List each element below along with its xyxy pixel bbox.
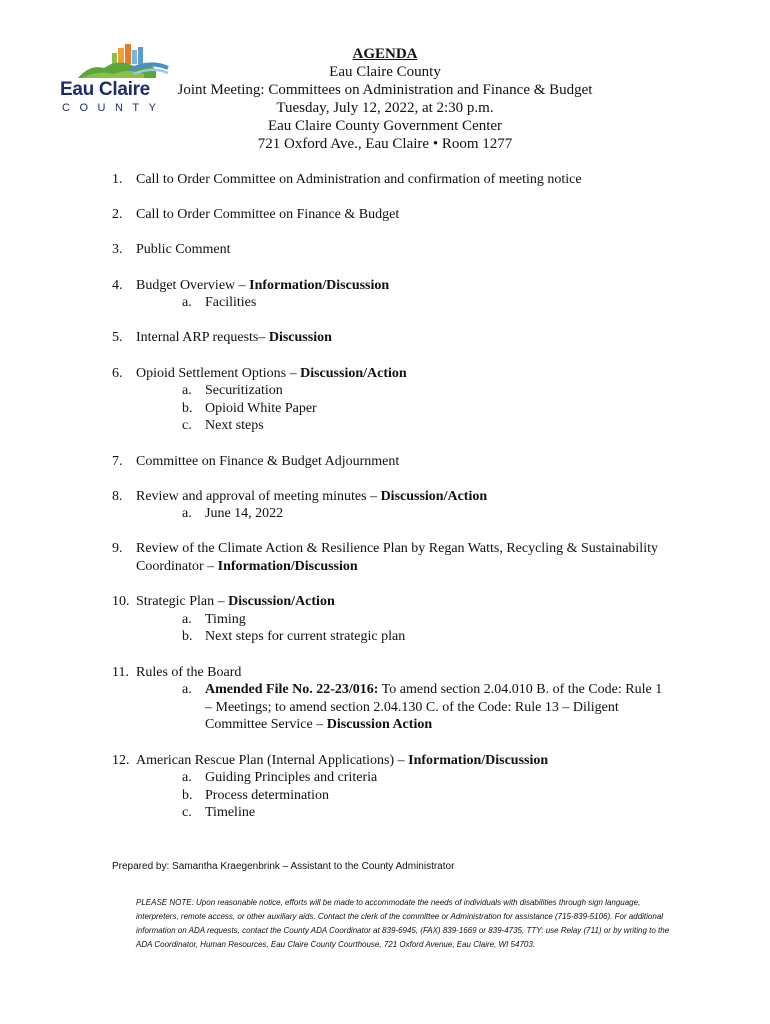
agenda-item-number: 11. xyxy=(112,664,129,680)
agenda-subitem-action: Discussion Action xyxy=(326,717,433,733)
agenda-subitem xyxy=(136,294,672,312)
agenda-subitem-letter: c. xyxy=(182,418,192,434)
agenda-subitem-text: Opioid White Paper xyxy=(205,400,317,416)
ada-note: PLEASE NOTE: Upon reasonable notice, efforts will be made to accommodate the needs of individuals with disabilities through sign language, interpreters, remote access, or other auxiliary aids. Contact the clerk of the committee or Administration for assistance (715-839-5106). For additional information on ADA requests, contact the County ADA Coordinator at 839-6945, (FAX) 839-1669 or 839-4735, TTY: use Relay (711) or by writing to the ADA Coordinator, Human Resources, Eau Claire County Courthouse, 721 Oxford Avenue, Eau Claire, WI 54703. xyxy=(136,898,670,949)
agenda-item-text xyxy=(136,752,672,770)
agenda-item xyxy=(112,329,672,347)
agenda-item-action: Discussion/Action xyxy=(228,594,335,610)
agenda-item-number: 2. xyxy=(112,207,123,223)
agenda-item-separator: – xyxy=(258,330,269,346)
agenda-subitem-text: Next steps xyxy=(205,418,264,434)
agenda-item-separator: – xyxy=(203,559,218,575)
agenda-subitem-text: Securitization xyxy=(205,383,283,399)
agenda-item-action: Discussion xyxy=(268,330,332,346)
agenda-item xyxy=(112,241,672,259)
agenda-item-separator: – xyxy=(394,752,409,768)
agenda-item-text xyxy=(136,329,672,347)
logo-name: Eau Claire xyxy=(60,79,150,100)
agenda-subitem-letter: a. xyxy=(182,506,192,522)
agenda-item-number: 3. xyxy=(112,242,123,258)
agenda-item-separator: – xyxy=(214,594,229,610)
agenda-subitem-letter: b. xyxy=(182,629,193,645)
agenda-item-title: Review and approval of meeting minutes xyxy=(136,488,367,504)
agenda-item-title: American Rescue Plan (Internal Applications) xyxy=(136,752,395,768)
agenda-subitem-letter: b. xyxy=(182,400,193,416)
agenda-subitem-text: To amend section 2.04.010 B. of the Code: Rule 1 – Meetings; to amend section 2.04.130 C. of the Code: Rule 13 – Diligent Committee Service – xyxy=(205,682,663,733)
agenda-item-title: Opioid Settlement Options xyxy=(136,365,287,381)
agenda-subitem xyxy=(136,417,672,435)
agenda-item-separator: – xyxy=(286,365,301,381)
agenda-item-text xyxy=(136,540,672,575)
agenda-list xyxy=(112,171,672,840)
agenda-item-number: 5. xyxy=(112,330,123,346)
agenda-header xyxy=(160,45,610,153)
agenda-subitem-text: Timing xyxy=(205,611,246,627)
agenda-subitem-text: Facilities xyxy=(205,295,257,311)
agenda-item-title: Committee on Finance & Budget Adjournment xyxy=(136,453,400,469)
agenda-item-title: Rules of the Board xyxy=(136,664,242,680)
agenda-item-text xyxy=(136,453,672,471)
agenda-subitem-letter: a. xyxy=(182,770,192,786)
agenda-subitem-letter: a. xyxy=(182,383,192,399)
agenda-item-title: Public Comment xyxy=(136,242,231,258)
agenda-item xyxy=(112,664,672,734)
agenda-item xyxy=(112,593,672,646)
agenda-item-text xyxy=(136,206,672,224)
agenda-item-number: 1. xyxy=(112,172,123,187)
logo-county: COUNTY xyxy=(62,102,166,114)
meeting-date: Tuesday, July 12, 2022, at 2:30 p.m. xyxy=(276,100,494,116)
agenda-subitem-text: Timeline xyxy=(205,805,256,821)
agenda-subitem xyxy=(136,681,672,734)
agenda-item-number: 12. xyxy=(112,752,130,768)
agenda-item-number: 8. xyxy=(112,488,123,504)
agenda-item-number: 6. xyxy=(112,365,123,381)
county-logo xyxy=(60,44,170,114)
agenda-subitem xyxy=(136,628,672,646)
agenda-subitem xyxy=(136,382,672,400)
meeting-address: 721 Oxford Ave., Eau Claire • Room 1277 xyxy=(257,136,513,152)
agenda-item-action: Information/Discussion xyxy=(217,559,358,575)
agenda-item-title: Call to Order Committee on Finance & Budget xyxy=(136,207,400,223)
agenda-item-text xyxy=(136,365,672,383)
agenda-item-action: Discussion/Action xyxy=(300,365,407,381)
agenda-subitem-letter: a. xyxy=(182,611,192,627)
agenda-item-separator: – xyxy=(235,277,250,293)
agenda-subitem-letter: a. xyxy=(182,682,192,698)
agenda-item-number: 9. xyxy=(112,541,123,557)
agenda-item-title: Call to Order Committee on Administration and confirmation of meeting notice xyxy=(136,172,582,187)
agenda-item xyxy=(112,488,672,523)
agenda-subitem xyxy=(136,804,672,822)
agenda-item-text xyxy=(136,593,672,611)
agenda-item-action: Information/Discussion xyxy=(249,277,390,293)
org-name: Eau Claire County xyxy=(329,64,441,80)
page-title: AGENDA xyxy=(352,46,418,62)
agenda-item-text xyxy=(136,241,672,259)
agenda-subitem-text: Next steps for current strategic plan xyxy=(205,629,406,645)
agenda-item xyxy=(112,540,672,575)
agenda-item-number: 7. xyxy=(112,453,123,469)
agenda-subitem-file-number: Amended File No. 22-23/016: xyxy=(205,682,379,698)
agenda-item-text xyxy=(136,277,672,295)
agenda-subitem-text: June 14, 2022 xyxy=(205,506,284,522)
agenda-item-text xyxy=(136,488,672,506)
agenda-item-action: Discussion/Action xyxy=(380,488,488,504)
agenda-item-title: Review of the Climate Action & Resilience Plan by Regan Watts, Recycling & Sustainability Coordinator xyxy=(136,541,658,575)
agenda-item-title: Strategic Plan xyxy=(136,594,215,610)
agenda-item-number: 10. xyxy=(112,594,130,610)
agenda-subitem xyxy=(136,611,672,629)
county-logo-icon xyxy=(78,44,170,80)
agenda-item xyxy=(112,171,672,189)
agenda-item xyxy=(112,453,672,471)
agenda-subitem-letter: b. xyxy=(182,787,193,803)
agenda-subitem-letter: c. xyxy=(182,805,192,821)
agenda-item xyxy=(112,365,672,435)
agenda-item xyxy=(112,277,672,312)
agenda-subitem xyxy=(136,769,672,787)
agenda-item-separator: – xyxy=(366,488,381,504)
agenda-subitem xyxy=(136,400,672,418)
agenda-item xyxy=(112,206,672,224)
agenda-subitem-text: Process determination xyxy=(205,787,330,803)
agenda-subitem-text: Guiding Principles and criteria xyxy=(205,770,378,786)
agenda-item xyxy=(112,752,672,822)
meeting-name: Joint Meeting: Committees on Administration and Finance & Budget xyxy=(177,82,593,98)
agenda-subitem xyxy=(136,505,672,523)
agenda-item-title: Budget Overview xyxy=(136,277,236,293)
meeting-location: Eau Claire County Government Center xyxy=(267,118,503,134)
agenda-item-action: Information/Discussion xyxy=(408,752,549,768)
agenda-item-text xyxy=(136,664,672,682)
agenda-item-title: Internal ARP requests xyxy=(136,330,259,346)
agenda-subitem-letter: a. xyxy=(182,295,192,311)
agenda-subitem xyxy=(136,787,672,805)
prepared-by: Prepared by: Samantha Kraegenbrink – Assistant to the County Administrator xyxy=(112,861,455,872)
agenda-item-text xyxy=(136,171,672,189)
agenda-item-number: 4. xyxy=(112,277,123,293)
